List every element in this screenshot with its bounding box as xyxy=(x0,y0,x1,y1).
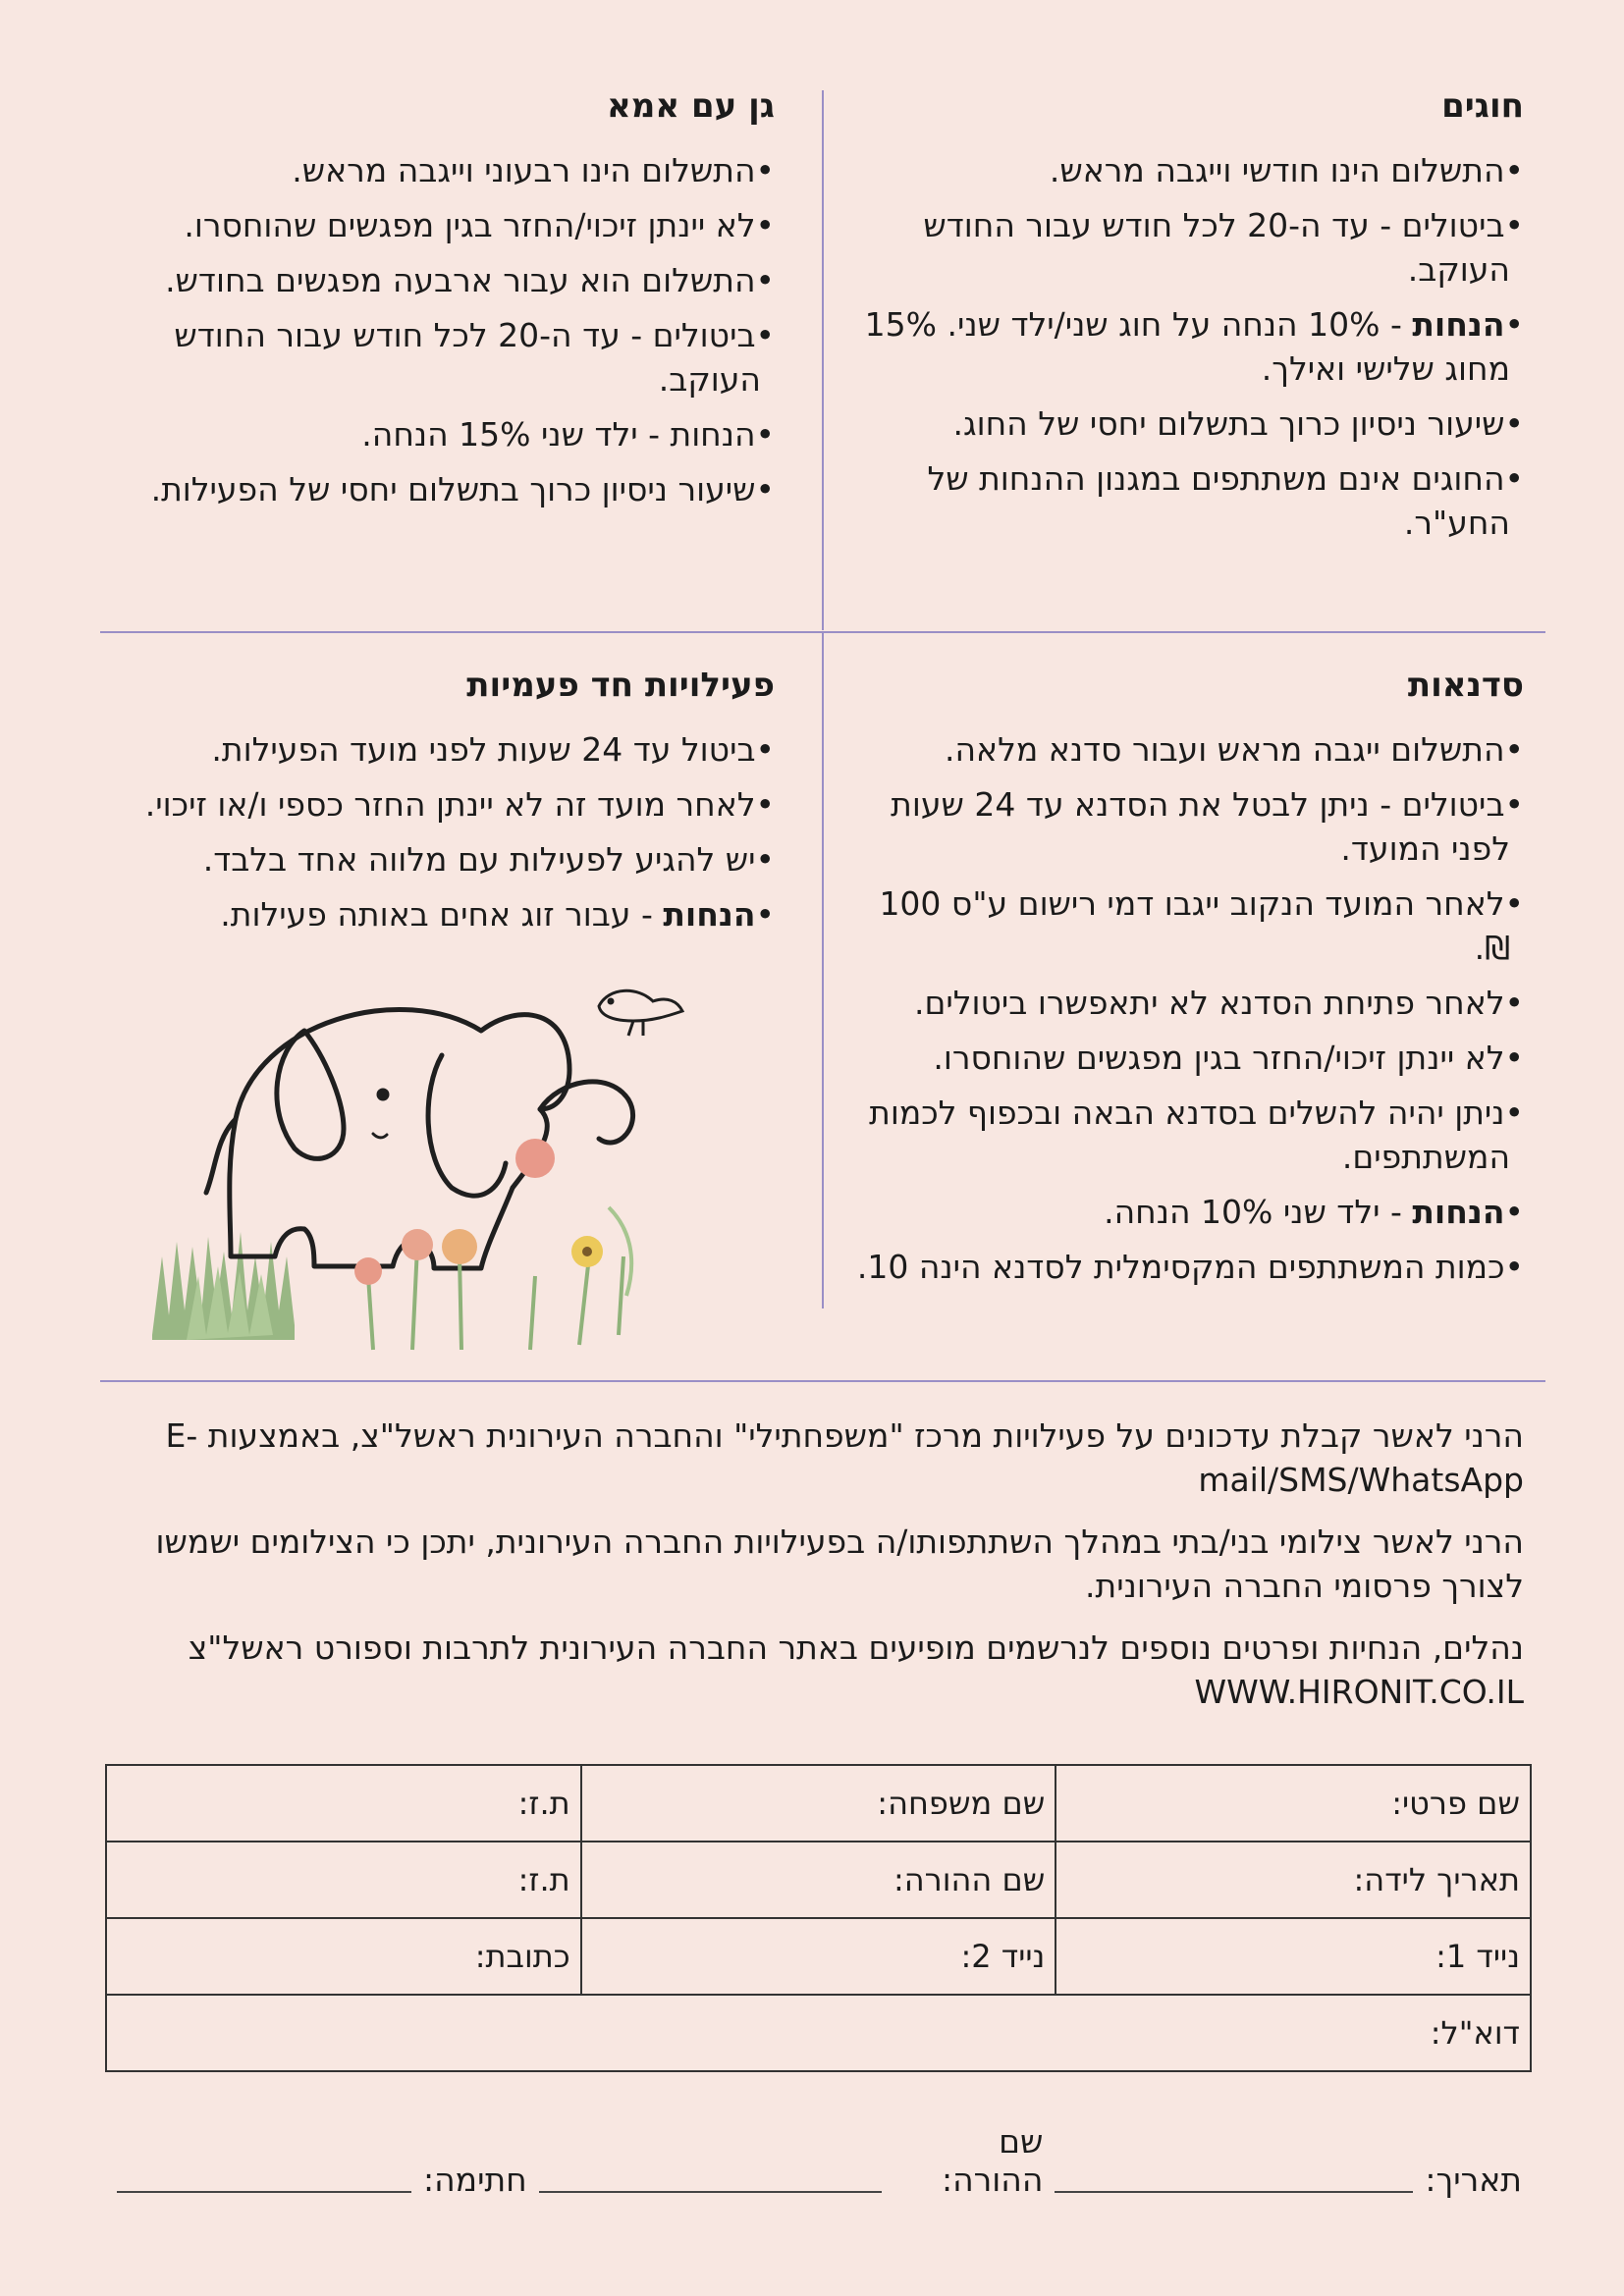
consent-section xyxy=(81,1414,1524,1732)
list-item: •התשלום הינו חודשי וייגבה מראש. xyxy=(1049,150,1524,189)
list-item-text: שיעור ניסיון כרוך בתשלום יחסי של החוג. xyxy=(952,403,1505,443)
section-title: סדנאות xyxy=(1407,666,1524,705)
list-item: •כמות המשתתפים המקסימלית לסדנא הינה 10. xyxy=(856,1247,1524,1286)
bullet-list xyxy=(856,148,1524,545)
list-item: •שיעור ניסיון כרוך בתשלום יחסי של הפעילות. xyxy=(150,469,775,508)
section-mom-garden xyxy=(68,86,775,522)
list-item-text: התשלום הוא עבור ארבעה מפגשים בחודש. xyxy=(165,260,756,299)
list-item: •לאחר פתיחת הסדנא לא יתאפשרו ביטולים. xyxy=(913,983,1524,1022)
list-item-text: כמות המשתתפים המקסימלית לסדנא הינה 10. xyxy=(856,1247,1505,1286)
parent-id-field[interactable]: ת.ז: xyxy=(106,1842,581,1918)
signature-label: חתימה: xyxy=(423,2161,527,2199)
list-item-text: - עבור זוג אחים באותה פעילות. xyxy=(220,894,664,934)
list-item-text: התשלום הינו רבעוני וייגבה מראש. xyxy=(292,150,756,189)
list-item: •לאחר המועד הנקוב ייגבו דמי רישום ע"ס 100 ₪. xyxy=(879,883,1524,967)
list-item: •ביטולים - עד ה-20 לכל חודש עבור החודש העוקב. xyxy=(923,205,1524,289)
signature-row xyxy=(105,2122,1522,2199)
bullet-list xyxy=(68,148,775,511)
list-item: •לא יינתן זיכוי/החזר בגין מפגשים שהוחסרו. xyxy=(184,205,775,244)
list-item: •הנחות - ילד שני 15% הנחה. xyxy=(361,414,775,454)
table-row xyxy=(106,1995,1531,2071)
list-item-text: לא יינתן זיכוי/החזר בגין מפגשים שהוחסרו. xyxy=(184,205,756,244)
list-item-text: החוגים אינם משתתפים במגנון ההנחות של החע"ר. xyxy=(927,458,1510,542)
date-label: תאריך: xyxy=(1425,2161,1522,2199)
vertical-divider-bottom xyxy=(822,633,824,1308)
discount-label: הנחות xyxy=(1412,1192,1505,1231)
list-item-text: יש להגיע לפעילות עם מלווה אחד בלבד. xyxy=(202,839,756,879)
table-row xyxy=(106,1918,1531,1995)
section-title: פעילויות חד פעמיות xyxy=(466,666,775,705)
birth-date-field[interactable]: תאריך לידה: xyxy=(1056,1842,1531,1918)
section-classes xyxy=(856,86,1524,556)
list-item-text: התשלום ייגבה מראש ועבור סדנא מלאה. xyxy=(945,729,1505,769)
list-item-text: לאחר פתיחת הסדנא לא יתאפשרו ביטולים. xyxy=(913,983,1505,1022)
list-item-text: ביטולים - עד ה-20 לכל חודש עבור החודש העוקב. xyxy=(923,205,1510,289)
date-group xyxy=(1043,2156,1522,2199)
mobile2-field[interactable]: נייד 2: xyxy=(581,1918,1056,1995)
bullet-list xyxy=(846,727,1524,1289)
section-title: גן עם אמא xyxy=(607,86,775,126)
elephant-illustration xyxy=(147,962,776,1355)
list-item-text: הנחות - ילד שני 15% הנחה. xyxy=(361,414,756,454)
list-item: •שיעור ניסיון כרוך בתשלום יחסי של החוג. xyxy=(952,403,1524,443)
list-item: •התשלום הוא עבור ארבעה מפגשים בחודש. xyxy=(165,260,775,299)
discount-label: הנחות xyxy=(663,894,756,934)
list-item: •הנחות - עבור זוג אחים באותה פעילות. xyxy=(220,894,775,934)
bird-icon xyxy=(599,990,682,1036)
table-row xyxy=(106,1765,1531,1842)
table-row xyxy=(106,1842,1531,1918)
list-item-text: ביטולים - עד ה-20 לכל חודש עבור החודש העוקב. xyxy=(174,315,761,399)
first-name-field[interactable]: שם פרטי: xyxy=(1056,1765,1531,1842)
list-item: •התשלום ייגבה מראש ועבור סדנא מלאה. xyxy=(945,729,1524,769)
list-item: •ניתן יהיה להשלים בסדנא הבאה ובכפוף לכמות המשתתפים. xyxy=(869,1093,1524,1176)
mobile1-field[interactable]: נייד 1: xyxy=(1056,1918,1531,1995)
flowers-icon xyxy=(354,1139,631,1350)
address-field[interactable]: כתובת: xyxy=(106,1918,581,1995)
section-one-time-activities xyxy=(68,666,775,947)
list-item-text: התשלום הינו חודשי וייגבה מראש. xyxy=(1049,150,1505,189)
id-number-field[interactable]: ת.ז: xyxy=(106,1765,581,1842)
list-item-text: - 10% הנחה על חוג שני/ילד שני. 15% מחוג שלישי ואילך. xyxy=(864,304,1510,388)
email-field[interactable]: דוא"ל: xyxy=(106,1995,1531,2071)
consent-updates-text: הרני לאשר קבלת עדכונים על פעילויות מרכז "משפחתילי" והחברה העירונית ראשל"צ, באמצעות E-mail/SMS/WhatsApp xyxy=(165,1416,1524,1499)
bullet-list xyxy=(68,727,775,936)
list-item-text: ביטולים - ניתן לבטל את הסדנא עד 24 שעות לפני המועד. xyxy=(891,784,1510,868)
section-workshops xyxy=(846,666,1524,1300)
list-item-text: ביטול עד 24 שעות לפני מועד הפעילות. xyxy=(211,729,756,769)
parent-name-group xyxy=(527,2122,1044,2199)
last-name-field[interactable]: שם משפחה: xyxy=(581,1765,1056,1842)
list-item-text: ניתן יהיה להשלים בסדנא הבאה ובכפוף לכמות המשתתפים. xyxy=(869,1093,1510,1176)
list-item: •לא יינתן זיכוי/החזר בגין מפגשים שהוחסרו. xyxy=(933,1038,1524,1077)
regulations-text: נהלים, הנחיות ופרטים נוספים לנרשמים מופיעים באתר החברה העירונית לתרבות וספורט ראשל"צ WWW.HIRONIT.CO.IL xyxy=(188,1629,1524,1711)
list-item: •הנחות - 10% הנחה על חוג שני/ילד שני. 15% מחוג שלישי ואילך. xyxy=(864,304,1524,388)
consent-photos-text: הרני לאשר צילומי בני/בתי במהלך השתתפותו/ה בפעילויות החברה העירונית, יתכן כי הצילומים ישמשו לצורך פרסומי החברה העירונית. xyxy=(155,1522,1524,1605)
list-item: •ביטולים - עד ה-20 לכל חודש עבור החודש העוקב. xyxy=(174,315,775,399)
list-item-text: לאחר המועד הנקוב ייגבו דמי רישום ע"ס 100 ₪. xyxy=(879,883,1510,967)
list-item: •ביטול עד 24 שעות לפני מועד הפעילות. xyxy=(211,729,775,769)
signature-line[interactable] xyxy=(117,2156,411,2193)
grass-icon xyxy=(152,1232,295,1340)
list-item: •התשלום הינו רבעוני וייגבה מראש. xyxy=(292,150,775,189)
discount-label: הנחות xyxy=(1412,304,1505,344)
date-line[interactable] xyxy=(1055,2156,1413,2193)
vertical-divider-top xyxy=(822,90,824,630)
parent-name-field[interactable]: שם ההורה: xyxy=(581,1842,1056,1918)
parent-name-line[interactable] xyxy=(539,2156,882,2193)
list-item-text: - ילד שני 10% הנחה. xyxy=(1104,1192,1413,1231)
list-item-text: שיעור ניסיון כרוך בתשלום יחסי של הפעילות. xyxy=(150,469,756,508)
list-item: •החוגים אינם משתתפים במגנון ההנחות של החע"ר. xyxy=(927,458,1524,542)
list-item-text: לא יינתן זיכוי/החזר בגין מפגשים שהוחסרו. xyxy=(933,1038,1505,1077)
parent-name-label: שם ההורה: xyxy=(941,2122,1044,2199)
list-item: •לאחר מועד זה לא יינתן החזר כספי ו/או זיכוי. xyxy=(144,784,775,824)
list-item: •הנחות - ילד שני 10% הנחה. xyxy=(1104,1192,1524,1231)
list-item-text: לאחר מועד זה לא יינתן החזר כספי ו/או זיכוי. xyxy=(144,784,756,824)
signature-group xyxy=(105,2156,527,2199)
registration-form-table xyxy=(105,1764,1532,2072)
horizontal-divider-lower xyxy=(100,1380,1545,1382)
list-item: •ביטולים - ניתן לבטל את הסדנא עד 24 שעות לפני המועד. xyxy=(891,784,1524,868)
section-title: חוגים xyxy=(1441,86,1524,126)
list-item: •יש להגיע לפעילות עם מלווה אחד בלבד. xyxy=(202,839,775,879)
